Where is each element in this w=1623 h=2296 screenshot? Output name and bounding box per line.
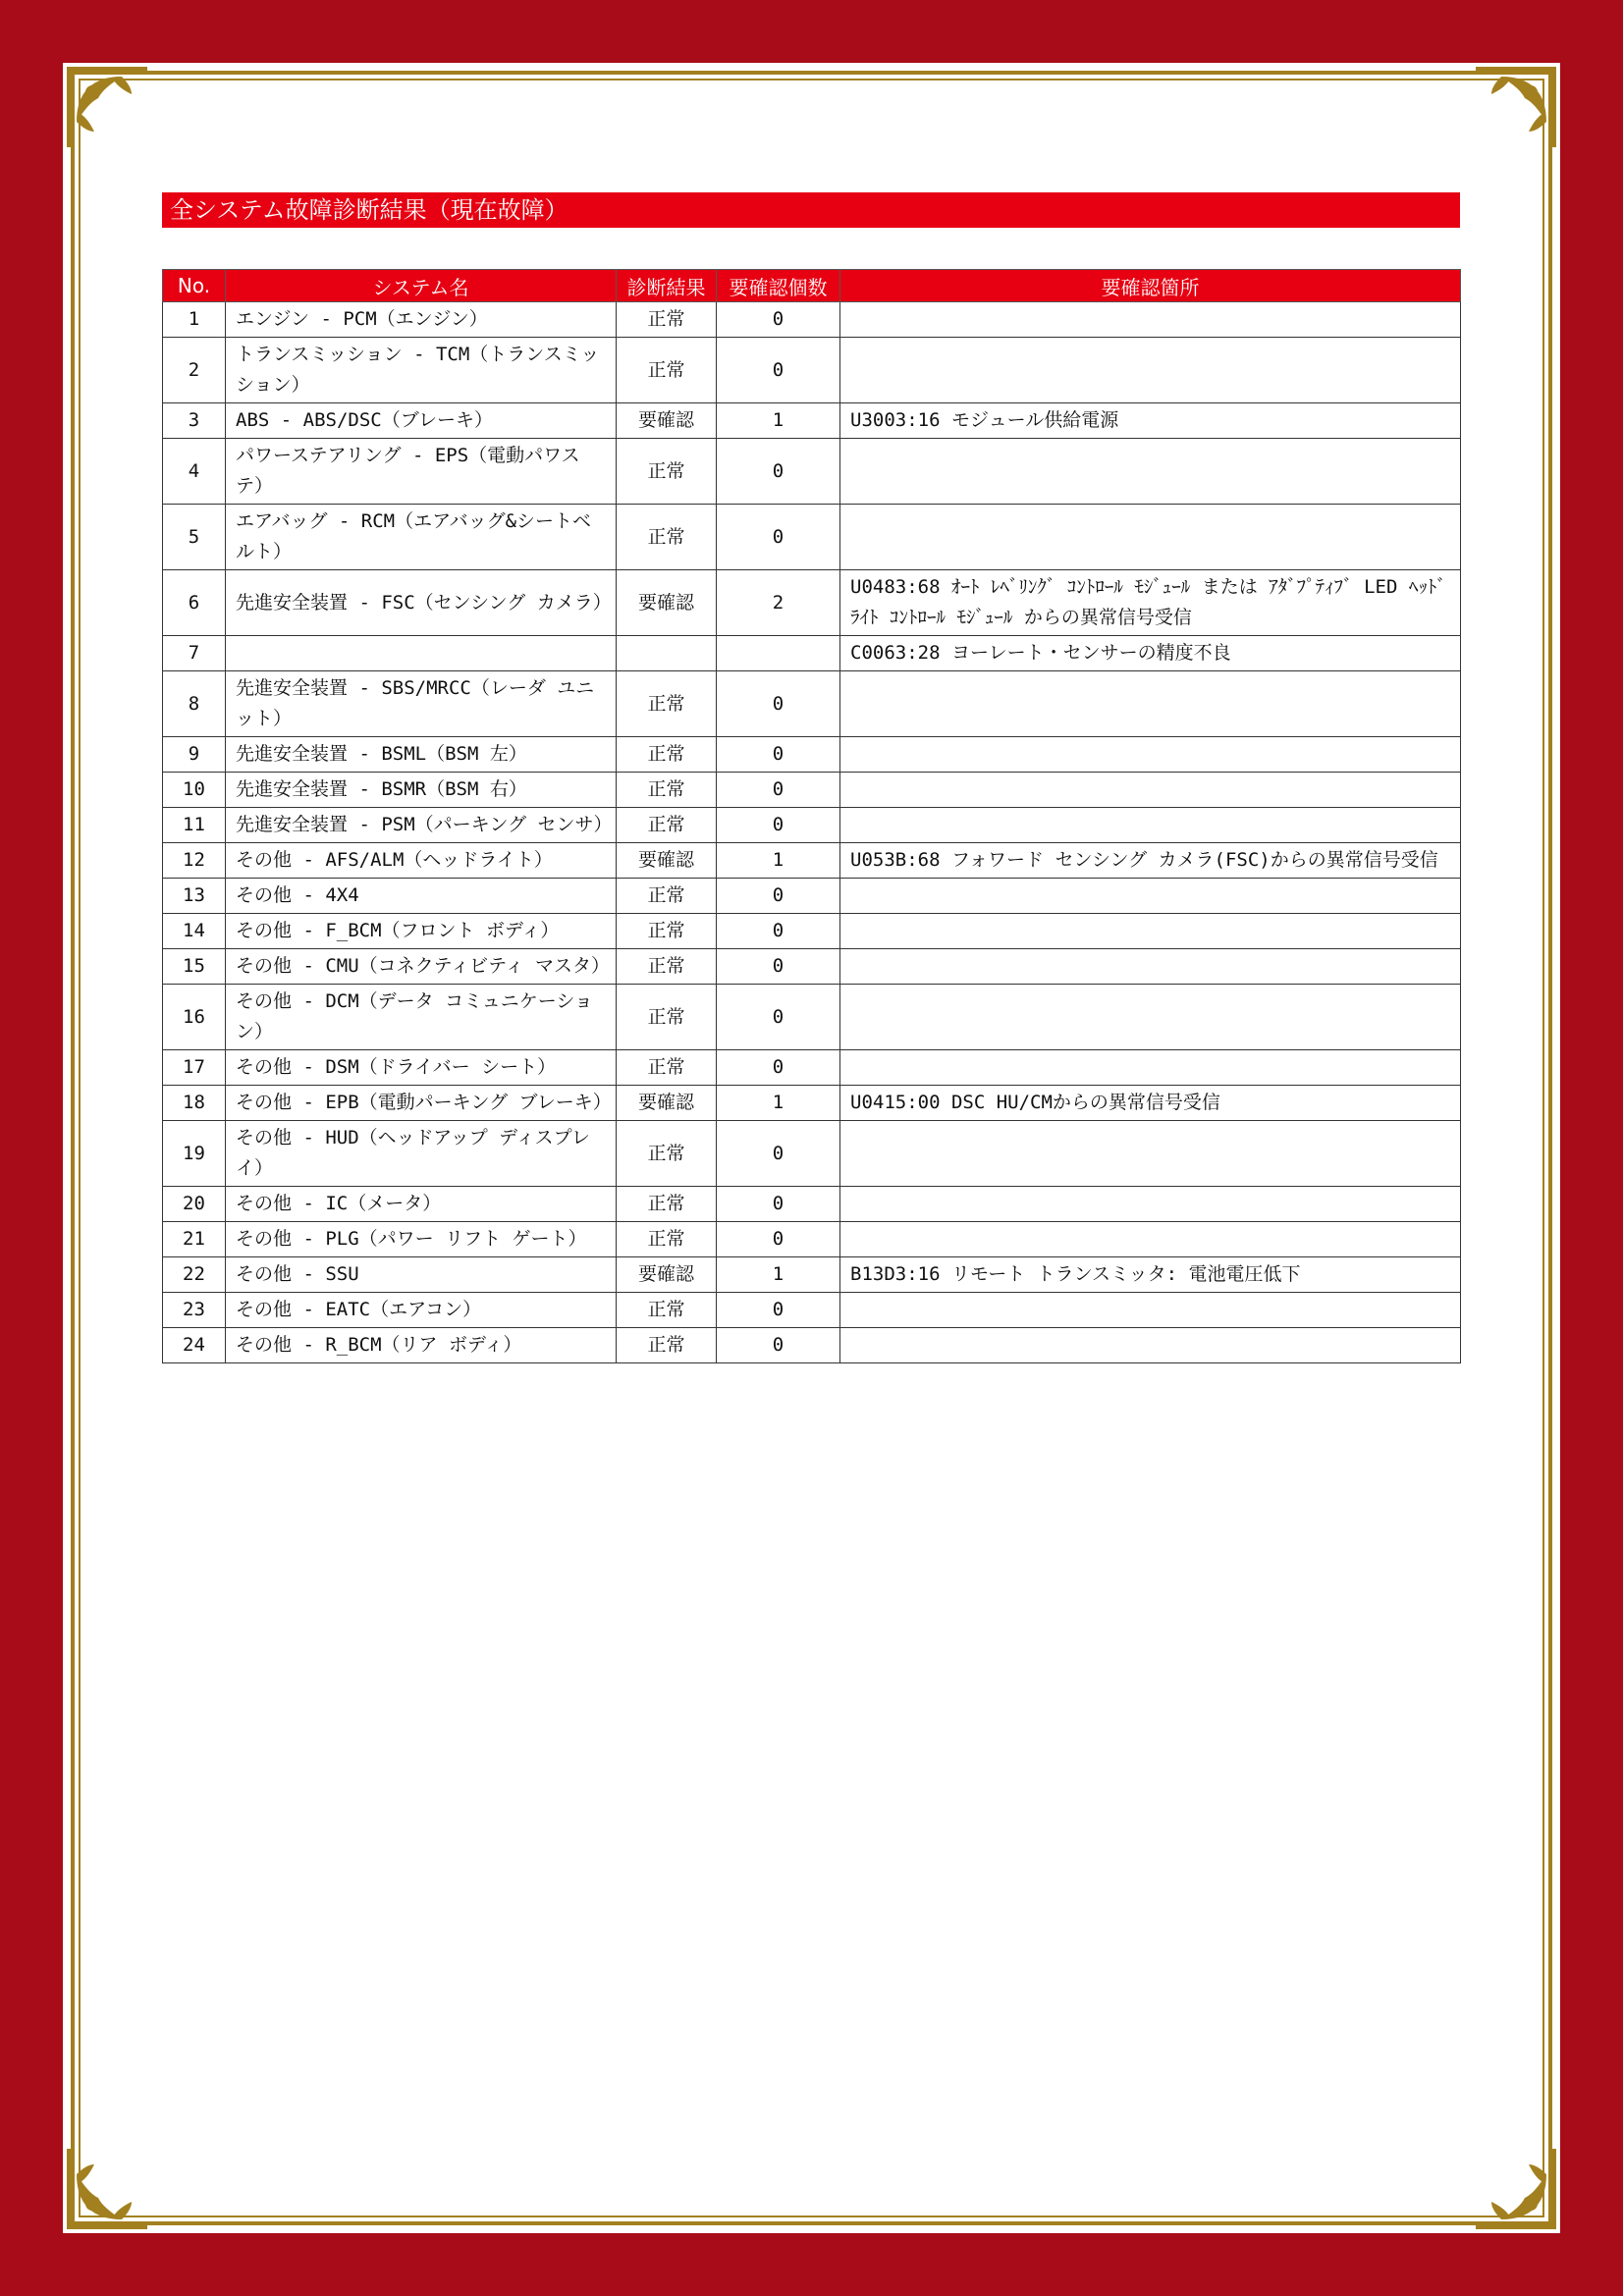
cell-result: 要確認	[617, 570, 717, 636]
cell-system: その他 - EPB（電動パーキング ブレーキ）	[226, 1086, 617, 1121]
cell-detail	[840, 914, 1461, 949]
cell-no: 15	[163, 949, 226, 985]
table-row	[163, 636, 1461, 671]
cell-system: その他 - EATC（エアコン）	[226, 1293, 617, 1328]
section-title: 全システム故障診断結果（現在故障）	[162, 192, 1460, 228]
cell-count: 0	[717, 439, 840, 505]
table-row	[163, 843, 1461, 879]
table-row	[163, 1050, 1461, 1086]
cell-no: 24	[163, 1328, 226, 1363]
cell-no: 23	[163, 1293, 226, 1328]
cell-count: 0	[717, 1121, 840, 1187]
cell-no: 2	[163, 338, 226, 403]
table-row	[163, 1222, 1461, 1257]
cell-detail	[840, 985, 1461, 1050]
cell-result: 正常	[617, 1187, 717, 1222]
cell-no: 20	[163, 1187, 226, 1222]
cell-count: 1	[717, 843, 840, 879]
cell-detail	[840, 439, 1461, 505]
cell-no: 21	[163, 1222, 226, 1257]
cell-detail	[840, 505, 1461, 570]
cell-count: 0	[717, 737, 840, 773]
table-row	[163, 439, 1461, 505]
cell-result: 正常	[617, 1050, 717, 1086]
cell-no: 4	[163, 439, 226, 505]
cell-system: 先進安全装置 - SBS/MRCC（レーダ ユニット）	[226, 671, 617, 737]
cell-system: トランスミッション - TCM（トランスミッション）	[226, 338, 617, 403]
cell-detail	[840, 949, 1461, 985]
table-row	[163, 773, 1461, 808]
table-row	[163, 338, 1461, 403]
cell-detail	[840, 338, 1461, 403]
cell-result: 要確認	[617, 1257, 717, 1293]
table-row	[163, 1293, 1461, 1328]
cell-result	[617, 636, 717, 671]
cell-count: 0	[717, 505, 840, 570]
table-row	[163, 1086, 1461, 1121]
cell-result: 正常	[617, 949, 717, 985]
cell-count: 0	[717, 1222, 840, 1257]
table-row	[163, 1187, 1461, 1222]
cell-count: 0	[717, 914, 840, 949]
cell-detail: U3003:16 モジュール供給電源	[840, 403, 1461, 439]
table-row	[163, 302, 1461, 338]
table-row	[163, 879, 1461, 914]
table-row	[163, 808, 1461, 843]
cell-no: 6	[163, 570, 226, 636]
header-system: システム名	[226, 270, 617, 302]
cell-detail	[840, 1050, 1461, 1086]
header-no: No.	[163, 270, 226, 302]
cell-count: 0	[717, 338, 840, 403]
cell-detail	[840, 1121, 1461, 1187]
cell-system: 先進安全装置 - FSC（センシング カメラ）	[226, 570, 617, 636]
cell-detail	[840, 808, 1461, 843]
cell-detail: C0063:28 ヨーレート・センサーの精度不良	[840, 636, 1461, 671]
cell-result: 正常	[617, 505, 717, 570]
cell-count: 2	[717, 570, 840, 636]
diagnosis-table	[162, 269, 1461, 1363]
cell-count: 0	[717, 1187, 840, 1222]
cell-system: その他 - DCM（データ コミュニケーション）	[226, 985, 617, 1050]
header-count: 要確認個数	[717, 270, 840, 302]
cell-system: その他 - F_BCM（フロント ボディ）	[226, 914, 617, 949]
cell-result: 正常	[617, 1293, 717, 1328]
cell-detail	[840, 737, 1461, 773]
cell-count: 0	[717, 671, 840, 737]
cell-system: エンジン - PCM（エンジン）	[226, 302, 617, 338]
cell-system: その他 - PLG（パワー リフト ゲート）	[226, 1222, 617, 1257]
cell-count: 1	[717, 1086, 840, 1121]
cell-no: 14	[163, 914, 226, 949]
cell-result: 正常	[617, 302, 717, 338]
cell-result: 正常	[617, 338, 717, 403]
cell-system	[226, 636, 617, 671]
table-row	[163, 914, 1461, 949]
cell-count: 0	[717, 302, 840, 338]
cell-system: その他 - AFS/ALM（ヘッドライト）	[226, 843, 617, 879]
cell-detail: U053B:68 フォワード センシング カメラ(FSC)からの異常信号受信	[840, 843, 1461, 879]
cell-no: 12	[163, 843, 226, 879]
cell-no: 8	[163, 671, 226, 737]
cell-result: 正常	[617, 914, 717, 949]
header-detail: 要確認箇所	[840, 270, 1461, 302]
cell-system: その他 - HUD（ヘッドアップ ディスプレイ）	[226, 1121, 617, 1187]
cell-result: 正常	[617, 671, 717, 737]
table-row	[163, 505, 1461, 570]
header-result: 診断結果	[617, 270, 717, 302]
cell-detail	[840, 1293, 1461, 1328]
cell-no: 3	[163, 403, 226, 439]
table-row	[163, 1328, 1461, 1363]
table-row	[163, 985, 1461, 1050]
cell-result: 正常	[617, 737, 717, 773]
cell-detail	[840, 1187, 1461, 1222]
cell-count: 0	[717, 1050, 840, 1086]
cell-system: その他 - CMU（コネクティビティ マスタ）	[226, 949, 617, 985]
cell-no: 16	[163, 985, 226, 1050]
cell-system: ABS - ABS/DSC（ブレーキ）	[226, 403, 617, 439]
table-row	[163, 570, 1461, 636]
cell-count	[717, 636, 840, 671]
cell-no: 9	[163, 737, 226, 773]
table-row	[163, 1257, 1461, 1293]
cell-system: その他 - 4X4	[226, 879, 617, 914]
cell-count: 0	[717, 985, 840, 1050]
ornament-corner-icon	[63, 2145, 151, 2233]
cell-detail	[840, 879, 1461, 914]
cell-detail	[840, 773, 1461, 808]
cell-result: 正常	[617, 1328, 717, 1363]
table-row	[163, 403, 1461, 439]
cell-system: その他 - R_BCM（リア ボディ）	[226, 1328, 617, 1363]
cell-result: 正常	[617, 439, 717, 505]
cell-detail: B13D3:16 リモート トランスミッタ: 電池電圧低下	[840, 1257, 1461, 1293]
cell-result: 正常	[617, 773, 717, 808]
cell-result: 要確認	[617, 1086, 717, 1121]
cell-system: その他 - DSM（ドライバー シート）	[226, 1050, 617, 1086]
cell-result: 正常	[617, 985, 717, 1050]
cell-detail: U0415:00 DSC HU/CMからの異常信号受信	[840, 1086, 1461, 1121]
cell-result: 正常	[617, 808, 717, 843]
cell-count: 0	[717, 949, 840, 985]
cell-system: パワーステアリング - EPS（電動パワステ）	[226, 439, 617, 505]
cell-no: 17	[163, 1050, 226, 1086]
cell-no: 11	[163, 808, 226, 843]
cell-result: 正常	[617, 1121, 717, 1187]
cell-count: 0	[717, 808, 840, 843]
table-row	[163, 737, 1461, 773]
cell-detail	[840, 1222, 1461, 1257]
cell-system: 先進安全装置 - BSML（BSM 左）	[226, 737, 617, 773]
cell-system: その他 - IC（メータ）	[226, 1187, 617, 1222]
cell-detail	[840, 1328, 1461, 1363]
table-row	[163, 1121, 1461, 1187]
ornament-corner-icon	[63, 63, 151, 151]
table-row	[163, 671, 1461, 737]
report-page	[63, 63, 1560, 2233]
cell-no: 10	[163, 773, 226, 808]
cell-count: 0	[717, 879, 840, 914]
cell-system: その他 - SSU	[226, 1257, 617, 1293]
cell-detail	[840, 302, 1461, 338]
cell-no: 22	[163, 1257, 226, 1293]
cell-no: 13	[163, 879, 226, 914]
cell-count: 1	[717, 403, 840, 439]
cell-result: 要確認	[617, 403, 717, 439]
cell-result: 正常	[617, 1222, 717, 1257]
table-body	[163, 302, 1461, 1363]
cell-no: 5	[163, 505, 226, 570]
cell-result: 要確認	[617, 843, 717, 879]
cell-detail	[840, 671, 1461, 737]
cell-no: 19	[163, 1121, 226, 1187]
cell-count: 0	[717, 1328, 840, 1363]
cell-system: 先進安全装置 - BSMR（BSM 右）	[226, 773, 617, 808]
table-header-row	[163, 270, 1461, 302]
cell-system: 先進安全装置 - PSM（パーキング センサ）	[226, 808, 617, 843]
ornament-corner-icon	[1472, 2145, 1560, 2233]
cell-result: 正常	[617, 879, 717, 914]
cell-count: 0	[717, 1293, 840, 1328]
cell-count: 1	[717, 1257, 840, 1293]
cell-count: 0	[717, 773, 840, 808]
cell-no: 1	[163, 302, 226, 338]
cell-system: エアバッグ - RCM（エアバッグ&シートベルト）	[226, 505, 617, 570]
cell-no: 18	[163, 1086, 226, 1121]
ornament-corner-icon	[1472, 63, 1560, 151]
cell-detail: U0483:68 ｵｰﾄ ﾚﾍﾞﾘﾝｸﾞ ｺﾝﾄﾛｰﾙ ﾓｼﾞｭｰﾙ または ｱﾀﾞﾌﾟﾃｨﾌﾞ LED ﾍｯﾄﾞﾗｲﾄ ｺﾝﾄﾛｰﾙ ﾓｼﾞｭｰﾙ からの異常信号受信	[840, 570, 1461, 636]
cell-no: 7	[163, 636, 226, 671]
table-row	[163, 949, 1461, 985]
